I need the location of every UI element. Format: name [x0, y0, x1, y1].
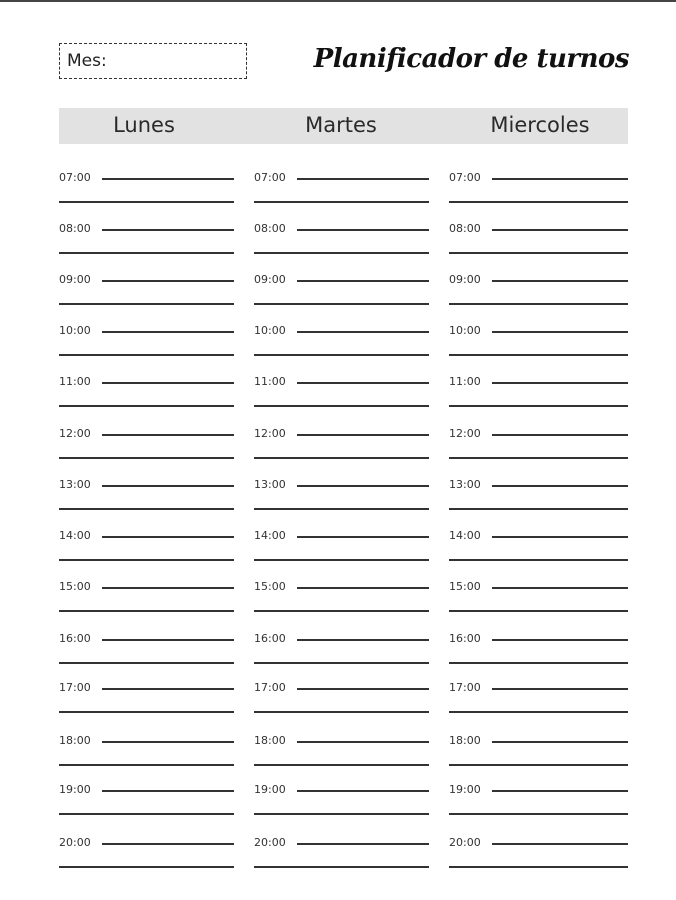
entry-line	[297, 485, 429, 487]
entry-line	[254, 508, 429, 510]
time-slot-lunes-1800[interactable]	[59, 735, 234, 775]
time-slot-lunes-1000[interactable]	[59, 325, 234, 365]
entry-line	[492, 536, 628, 538]
time-label: 07:00	[449, 171, 481, 184]
entry-line	[102, 331, 234, 333]
entry-line	[59, 559, 234, 561]
time-label: 07:00	[254, 171, 286, 184]
entry-line	[59, 201, 234, 203]
time-label: 20:00	[59, 836, 91, 849]
time-label: 14:00	[59, 529, 91, 542]
entry-line	[449, 813, 628, 815]
time-slot-miercoles-2000[interactable]	[449, 837, 624, 877]
time-label: 20:00	[449, 836, 481, 849]
time-label: 18:00	[449, 734, 481, 747]
entry-line	[254, 457, 429, 459]
entry-line	[59, 610, 234, 612]
time-slot-miercoles-1300[interactable]	[449, 479, 624, 519]
entry-line	[449, 508, 628, 510]
day-martes: Martes	[305, 113, 377, 137]
time-label: 08:00	[254, 222, 286, 235]
entry-line	[59, 354, 234, 356]
time-slot-miercoles-0800[interactable]	[449, 223, 624, 263]
time-label: 14:00	[449, 529, 481, 542]
time-slot-lunes-1600[interactable]	[59, 633, 234, 673]
time-slot-miercoles-1900[interactable]	[449, 784, 624, 824]
time-slot-martes-0800[interactable]	[254, 223, 429, 263]
time-label: 20:00	[254, 836, 286, 849]
time-slot-lunes-1100[interactable]	[59, 376, 234, 416]
time-slot-miercoles-1500[interactable]	[449, 581, 624, 621]
time-slot-miercoles-1600[interactable]	[449, 633, 624, 673]
day-miercoles: Miercoles	[490, 113, 590, 137]
time-label: 12:00	[59, 427, 91, 440]
time-slot-lunes-1200[interactable]	[59, 428, 234, 468]
entry-line	[102, 485, 234, 487]
entry-line	[59, 764, 234, 766]
time-label: 08:00	[59, 222, 91, 235]
time-slot-martes-0700[interactable]	[254, 172, 429, 212]
entry-line	[297, 843, 429, 845]
entry-line	[449, 201, 628, 203]
time-label: 15:00	[449, 580, 481, 593]
time-label: 17:00	[449, 681, 481, 694]
time-slot-lunes-2000[interactable]	[59, 837, 234, 877]
time-label: 13:00	[449, 478, 481, 491]
time-label: 10:00	[254, 324, 286, 337]
entry-line	[297, 229, 429, 231]
time-slot-miercoles-1100[interactable]	[449, 376, 624, 416]
entry-line	[449, 405, 628, 407]
entry-line	[59, 252, 234, 254]
time-slot-martes-1800[interactable]	[254, 735, 429, 775]
entry-line	[297, 790, 429, 792]
entry-line	[102, 434, 234, 436]
time-label: 09:00	[449, 273, 481, 286]
entry-line	[449, 252, 628, 254]
top-border	[0, 0, 676, 2]
entry-line	[102, 790, 234, 792]
time-label: 19:00	[59, 783, 91, 796]
entry-line	[59, 711, 234, 713]
entry-line	[102, 688, 234, 690]
entry-line	[254, 201, 429, 203]
entry-line	[449, 866, 628, 868]
entry-line	[297, 741, 429, 743]
time-label: 13:00	[59, 478, 91, 491]
time-slot-lunes-0900[interactable]	[59, 274, 234, 314]
time-label: 15:00	[254, 580, 286, 593]
time-label: 17:00	[254, 681, 286, 694]
entry-line	[297, 434, 429, 436]
time-label: 08:00	[449, 222, 481, 235]
time-label: 11:00	[449, 375, 481, 388]
day-lunes: Lunes	[113, 113, 175, 137]
entry-line	[449, 303, 628, 305]
month-field[interactable]	[59, 43, 247, 79]
entry-line	[59, 405, 234, 407]
time-slot-martes-1500[interactable]	[254, 581, 429, 621]
entry-line	[492, 688, 628, 690]
entry-line	[254, 764, 429, 766]
time-slot-martes-1200[interactable]	[254, 428, 429, 468]
time-slot-lunes-0800[interactable]	[59, 223, 234, 263]
time-label: 13:00	[254, 478, 286, 491]
time-slot-martes-1900[interactable]	[254, 784, 429, 824]
entry-line	[297, 536, 429, 538]
entry-line	[297, 382, 429, 384]
entry-line	[492, 229, 628, 231]
entry-line	[59, 813, 234, 815]
entry-line	[297, 688, 429, 690]
entry-line	[492, 639, 628, 641]
time-label: 14:00	[254, 529, 286, 542]
time-label: 17:00	[59, 681, 91, 694]
entry-line	[59, 303, 234, 305]
entry-line	[254, 866, 429, 868]
entry-line	[102, 843, 234, 845]
time-label: 09:00	[254, 273, 286, 286]
entry-line	[254, 559, 429, 561]
entry-line	[449, 354, 628, 356]
time-slot-martes-1300[interactable]	[254, 479, 429, 519]
entry-line	[59, 508, 234, 510]
entry-line	[297, 639, 429, 641]
time-label: 10:00	[59, 324, 91, 337]
time-label: 12:00	[254, 427, 286, 440]
entry-line	[297, 331, 429, 333]
entry-line	[492, 843, 628, 845]
time-label: 16:00	[59, 632, 91, 645]
entry-line	[254, 405, 429, 407]
time-slot-martes-1700[interactable]	[254, 682, 429, 722]
time-slot-miercoles-1000[interactable]	[449, 325, 624, 365]
entry-line	[254, 711, 429, 713]
entry-line	[449, 610, 628, 612]
entry-line	[449, 764, 628, 766]
time-label: 18:00	[254, 734, 286, 747]
time-label: 12:00	[449, 427, 481, 440]
time-slot-martes-2000[interactable]	[254, 837, 429, 877]
time-slot-miercoles-1700[interactable]	[449, 682, 624, 722]
time-slot-martes-1400[interactable]	[254, 530, 429, 570]
entry-line	[492, 741, 628, 743]
entry-line	[102, 639, 234, 641]
entry-line	[492, 280, 628, 282]
month-label: Mes:	[67, 51, 107, 71]
time-label: 19:00	[254, 783, 286, 796]
time-label: 15:00	[59, 580, 91, 593]
entry-line	[102, 741, 234, 743]
entry-line	[492, 331, 628, 333]
entry-line	[449, 662, 628, 664]
entry-line	[254, 813, 429, 815]
entry-line	[297, 280, 429, 282]
time-label: 19:00	[449, 783, 481, 796]
time-label: 11:00	[254, 375, 286, 388]
entry-line	[102, 229, 234, 231]
entry-line	[449, 457, 628, 459]
time-label: 10:00	[449, 324, 481, 337]
time-label: 07:00	[59, 171, 91, 184]
time-label: 16:00	[449, 632, 481, 645]
entry-line	[59, 866, 234, 868]
entry-line	[254, 303, 429, 305]
entry-line	[59, 457, 234, 459]
entry-line	[59, 662, 234, 664]
entry-line	[492, 790, 628, 792]
entry-line	[492, 485, 628, 487]
day-header-bar	[59, 108, 628, 144]
entry-line	[492, 587, 628, 589]
time-label: 16:00	[254, 632, 286, 645]
entry-line	[102, 280, 234, 282]
time-slot-lunes-1900[interactable]	[59, 784, 234, 824]
time-slot-lunes-1500[interactable]	[59, 581, 234, 621]
time-slot-miercoles-0700[interactable]	[449, 172, 624, 212]
time-slot-lunes-1300[interactable]	[59, 479, 234, 519]
entry-line	[492, 434, 628, 436]
entry-line	[254, 354, 429, 356]
entry-line	[102, 536, 234, 538]
entry-line	[492, 178, 628, 180]
time-slot-miercoles-1200[interactable]	[449, 428, 624, 468]
time-slot-lunes-1700[interactable]	[59, 682, 234, 722]
time-slot-martes-1100[interactable]	[254, 376, 429, 416]
time-slot-lunes-1400[interactable]	[59, 530, 234, 570]
time-slot-miercoles-1400[interactable]	[449, 530, 624, 570]
entry-line	[297, 178, 429, 180]
entry-line	[297, 587, 429, 589]
time-slot-lunes-0700[interactable]	[59, 172, 234, 212]
time-label: 18:00	[59, 734, 91, 747]
time-label: 09:00	[59, 273, 91, 286]
time-slot-miercoles-1800[interactable]	[449, 735, 624, 775]
entry-line	[102, 587, 234, 589]
time-slot-martes-0900[interactable]	[254, 274, 429, 314]
entry-line	[449, 711, 628, 713]
entry-line	[254, 662, 429, 664]
entry-line	[102, 382, 234, 384]
entry-line	[254, 610, 429, 612]
time-label: 11:00	[59, 375, 91, 388]
page-title: Planificador de turnos	[313, 44, 629, 74]
time-slot-martes-1000[interactable]	[254, 325, 429, 365]
entry-line	[102, 178, 234, 180]
time-slot-martes-1600[interactable]	[254, 633, 429, 673]
entry-line	[449, 559, 628, 561]
time-slot-miercoles-0900[interactable]	[449, 274, 624, 314]
entry-line	[254, 252, 429, 254]
entry-line	[492, 382, 628, 384]
